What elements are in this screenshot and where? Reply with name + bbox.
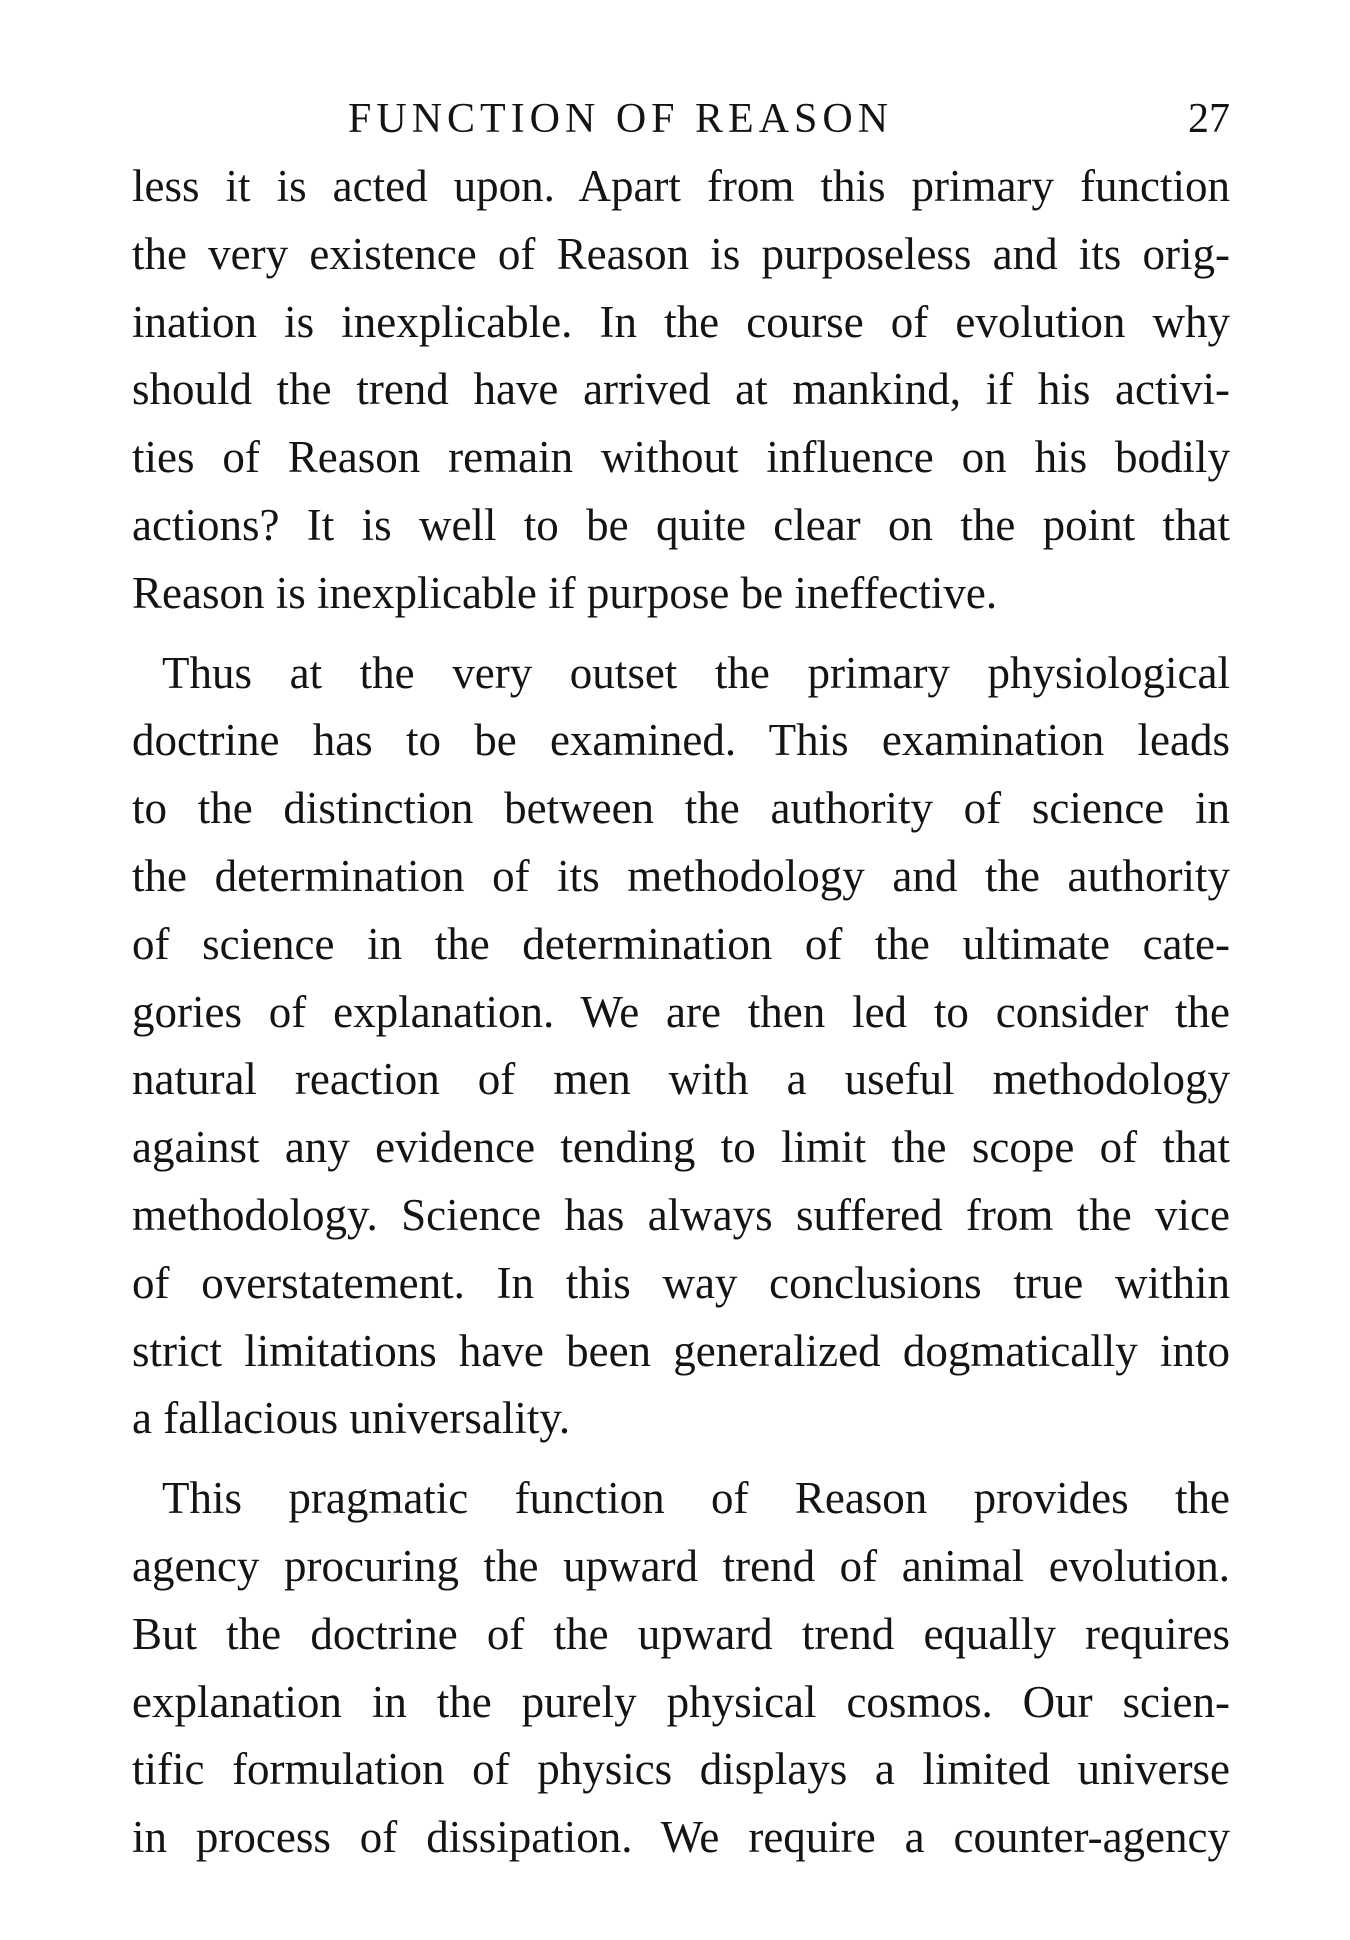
text-line: strict limitations have been generalized dogmatically into — [132, 1325, 1230, 1376]
text-line: This pragmatic function of Reason provides the — [162, 1473, 1230, 1524]
paragraph-1 — [132, 153, 1230, 628]
body-text — [132, 153, 1230, 1872]
text-line: less it is acted upon. Apart from this primary function — [132, 161, 1230, 211]
text-line: a fallacious universality. — [132, 1393, 571, 1444]
text-line: actions? It is well to be quite clear on the point that — [132, 499, 1230, 550]
text-line: ination is inexplicable. In the course of evolution why — [132, 296, 1230, 347]
text-line: should the trend have arrived at mankind, if his activi- — [132, 364, 1230, 415]
text-line: ties of Reason remain without influence on his bodily — [132, 432, 1230, 483]
text-line: doctrine has to be examined. This examination leads — [132, 715, 1230, 766]
text-line: natural reaction of men with a useful methodology — [132, 1054, 1230, 1105]
text-line: Thus at the very outset the primary physiological — [162, 647, 1230, 698]
text-line: of science in the determination of the ultimate cate- — [132, 918, 1230, 969]
text-line: explanation in the purely physical cosmos. Our scien- — [132, 1676, 1230, 1727]
text-line: to the distinction between the authority of science in — [132, 783, 1230, 834]
text-line: the very existence of Reason is purposeless and its orig- — [132, 228, 1230, 279]
text-line: in process of dissipation. We require a counter-agency — [132, 1812, 1230, 1863]
text-line: methodology. Science has always suffered from the vice — [132, 1189, 1230, 1240]
paragraph-2 — [132, 640, 1230, 1454]
text-line: But the doctrine of the upward trend equally requires — [132, 1608, 1230, 1659]
running-title: FUNCTION OF REASON — [348, 96, 894, 142]
paragraph-3 — [132, 1465, 1230, 1872]
text-line: Reason is inexplicable if purpose be ineffective. — [132, 567, 998, 618]
running-head — [132, 84, 1230, 154]
text-line: the determination of its methodology and the authority — [132, 850, 1230, 901]
text-line: of overstatement. In this way conclusions true within — [132, 1257, 1230, 1308]
text-line: gories of explanation. We are then led to consider the — [132, 986, 1230, 1037]
text-line: against any evidence tending to limit the scope of that — [132, 1122, 1230, 1173]
text-line: agency procuring the upward trend of animal evolution. — [132, 1540, 1230, 1591]
page-number: 27 — [1188, 96, 1230, 142]
text-line: tific formulation of physics displays a limited universe — [132, 1744, 1230, 1795]
